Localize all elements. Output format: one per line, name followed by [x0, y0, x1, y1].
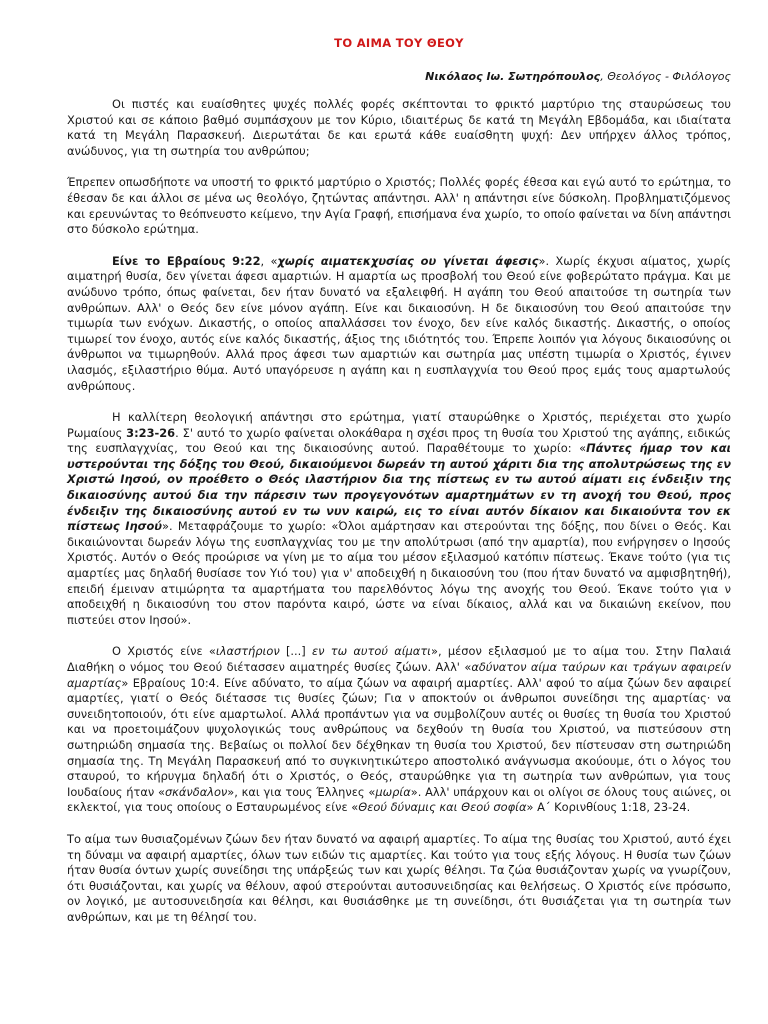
- scripture-reference: 3:23-26: [126, 425, 176, 440]
- scripture-quote: Θεού δύναμις και Θεού σοφία: [358, 800, 527, 815]
- scripture-quote: χωρίς αιματεκχυσίας ου γίνεται άφεσις: [277, 253, 539, 268]
- author-role: Θεολόγος - Φιλόλογος: [607, 70, 731, 83]
- scripture-quote: μωρία: [375, 784, 411, 799]
- document-title: ΤΟ ΑΙΜΑ ΤΟΥ ΘΕΟΥ: [334, 36, 464, 50]
- paragraph-4: Η καλλίτερη θεολογική απάντησι στο ερώτημα, γιατί σταυρώθηκε ο Χριστός, περιέχεται στο χωρίο Ρωμαίους 3:23-26. Σ' αυτό το χωρίο φαίνεται ολοκάθαρα η σχέσι προς τη θυσία του Χριστού της αγάπης, ειδικώς της ευσπλαγχνίας, του Θεού και της δικαιοσύνης αυτού. Παραθέτουμε το χωρίο: «Πάντες ήμαρ τον και υστερούνται της δόξης του Θεού, δικαιούμενοι δωρεάν τη αυτού χάριτι δια της απολυτρώσεως της εν Χριστώ Ιησού, ον προέθετο ο Θεός ιλαστήριον δια της πίστεως εν τω αυτού αίματι εις ένδειξιν της δικαιοσύνης αυτού δια την πάρεσιν των προγεγονότων αμαρτημάτων εν τη ανοχή του Θεού, προς ένδειξιν της δικαιοσύνης αυτού εν τω νυν καιρώ, εις το είναι αυτόν δίκαιον και δικαιούντα τον εκ πίστεως Ιησού». Μεταφράζουμε το χωρίο: «Όλοι αμάρτησαν και στερούνται της δόξης, που δίνει ο Θεός. Και δικαιώνονται δωρεάν λόγω της ευσπλαγχνίας του με την απολύτρωσι (από την αμαρτία), που ενήργησεν ο Ιησούς Χριστός. Αυτόν ο Θεός προώρισε να γίνη με το αίμα του μέσον εξιλασμού κατόπιν πίστεως. Έκανε τούτο (για τις αμαρτίες μας δηλαδή θυσίασε τον Υιό του) για ν' αποδειχθή η δικαιοσύνη του (που ήταν δυνατό να αμφισβητηθή), επειδή έμειναν ατιμώρητα τα αμαρτήματα του παρελθόντος λόγω της ανοχής του Θεού. Έκανε τούτο για ν αποδειχθή η δικαιοσύνη του στον παρόντα καιρό, ώστε να είναι δίκαιος, αλλά και να δικαιώνη εκείνον, που πιστεύει στον Ιησού».: [67, 410, 731, 627]
- scripture-quote: εν τω αυτού αίματι: [311, 644, 432, 659]
- document-page: [67, 36, 731, 942]
- scripture-reference: Είνε το Εβραίους 9:22: [112, 253, 261, 268]
- paragraph-5: Ο Χριστός είνε «ιλαστήριον [...] εν τω αυτού αίματι», μέσον εξιλασμού με το αίμα του. Στην Παλαιά Διαθήκη ο νόμος του Θεού διέτασσεν αιματηρές θυσίες ζώων. Αλλ' «αδύνατον αίμα ταύρων και τράγων αφαιρείν αμαρτίας» Εβραίους 10:4. Είνε αδύνατο, το αίμα ζώων να αφαιρή αμαρτίες. Αλλ' αφού το αίμα ζώων δεν αφαιρεί αμαρτίες, γιατί ο Θεός διέτασσε τις θυσίες ζώων; Για ν αποκτούν οι άνθρωποι συνείδησι της αμαρτίας· να συνειδητοποιούν, ότι είνε αμαρτωλοί. Αλλά προπάντων για να συμβολίζουν αυτές οι θυσίες τη θυσία του Χριστού και να προετοιμάζουν ψυχολογικώς τους ανθρώπους να δεχθούν τη θυσία του Χριστού, να πιστεύσουν στη σωτηριώδη σημασία της. Βεβαίως οι πολλοί δεν δέχθηκαν τη θυσία του Χριστού, δεν πίστευσαν στη σωτηριώδη σημασία της. Τη Μεγάλη Παρασκευή από το συγκινητικώτερο αποστολικό ανάγνωσμα ακούουμε, ότι ο λόγος του σταυρού, το κήρυγμα δηλαδή ότι ο Χριστός, ο Θεός, σταυρώθηκε για τη σωτηρία των ανθρώπων, για τους Ιουδαίους ήταν «σκάνδαλον», και για τους Έλληνες «μωρία». Αλλ' υπάρχουν και οι ολίγοι σε όλους τους αιώνες, οι εκλεκτοί, για τους οποίους ο Εσταυρωμένος είνε «Θεού δύναμις και Θεού σοφία» Α΄ Κορινθίους 1:18, 23-24.: [67, 644, 732, 815]
- scripture-quote: Πάντες ήμαρ τον και υστερούνται της δόξης του Θεού, δικαιούμενοι δωρεάν τη αυτού χάριτι δια της απολυτρώσεως της εν Χριστώ Ιησού, ον προέθετο ο Θεός ιλαστήριον δια της πίστεως εν τω αυτού αίματι εις ένδειξιν της δικαιοσύνης αυτού δια την πάρεσιν των προγεγονότων αμαρτημάτων εν τη ανοχή του Θεού, προς ένδειξιν της δικαιοσύνης αυτού εν τω νυν καιρώ, εις το είναι αυτόν δίκαιον και δικαιούντα τον εκ πίστεως Ιησού: [67, 441, 731, 534]
- paragraph-1: Οι πιστές και ευαίσθητες ψυχές πολλές φορές σκέπτονται το φρικτό μαρτύριο της σταυρώσεως του Χριστού και σε κάποιο βαθμό συμπάσχουν με τον Κύριο, ιδιαιτέρως δε κατά τη Μεγάλη Εβδομάδα, και ιδιαίτατα κατά τη Μεγάλη Παρασκευή. Διερωτάται δε και ερωτά κάθε ευαίσθητη ψυχή: Δεν υπήρχεν άλλος τρόπος, ανώδυνος, για τη σωτηρία του ανθρώπου;: [67, 97, 731, 158]
- paragraph-2: Έπρεπεν οπωσδήποτε να υποστή το φρικτό μαρτύριο ο Χριστός; Πολλές φορές έθεσα και εγώ αυτό το ερώτημα, το έθεσαν δε και άλλοι σε μένα ως θεολόγο, ζητώντας απάντησι. Αλλ' η απάντησι είνε δύσκολη. Προβληματιζόμενος και ερευνώντας το θεόπνευστο κείμενο, την Αγία Γραφή, επισήμανα ένα χωρίο, το οποίο φαίνεται να δίνη απάντησι στο δύσκολο ερώτημα.: [67, 175, 731, 237]
- scripture-quote: αδύνατον αίμα ταύρων και τράγων αφαιρείν αμαρτίας: [67, 660, 731, 690]
- paragraph-6: Το αίμα των θυσιαζομένων ζώων δεν ήταν δυνατό να αφαιρή αμαρτίες. Το αίμα της θυσίας του Χριστού, αυτό έχει τη δύναμι να αφαιρή αμαρτίες, όλων των ειδών τις αμαρτίες. Και τούτο για τους εξής λόγους. Η θυσία των ζώων ήταν θυσία όντων χωρίς συνείδησι της υπάρξεώς των και χωρίς θέλησι. Τα ζώα θυσιάζονταν χωρίς να γνωρίζουν, ότι θυσιάζονται, και χωρίς να θέλουν, αφού στερούνται αυτοσυνειδησίας και θελήσεως. Ο Χριστός είνε πρόσωπο, ον λογικό, με αυτοσυνειδησία και θέλησι, και θυσιάσθηκε με τη συνείδησι, ότι θυσιάζεται για τη σωτηρία των ανθρώπων, και με τη θέλησί του.: [67, 831, 731, 924]
- scripture-quote: σκάνδαλον: [164, 784, 228, 799]
- author-name: Νικόλαος Ιω. Σωτηρόπουλος: [425, 70, 601, 83]
- scripture-quote: ιλαστήριον: [215, 644, 280, 659]
- paragraph-3: Είνε το Εβραίους 9:22, «χωρίς αιματεκχυσίας ου γίνεται άφεσις». Χωρίς έκχυσι αίματος, χωρίς αιματηρή θυσία, δεν γίνεται άφεσι αμαρτιών. Η αμαρτία ως προσβολή του Θεού είνε φοβερώτατο πράγμα. Και με ανώδυνο τρόπο, όπως φαίνεται, δεν ήταν δυνατό να εξαλειφθή. Η αγάπη του Θεού απαιτούσε τη σωτηρία των ανθρώπων. Αλλ' ο Θεός δεν είνε μόνον αγάπη. Είνε και δικαιοσύνη. Η δε δικαιοσύνη του Θεού απαιτούσε την τιμωρία των ενόχων. Δικαστής, ο οποίος απαλλάσσει τον ένοχο, δεν είνε καλός δικαστής. Δικαστής, ο οποίος τιμωρεί τον ένοχο, αυτός είνε καλός δικαστής, άξιος της ιδιότητός του. Έπρεπε λοιπόν για λόγους δικαιοσύνης οι άνθρωποι να τιμωρηθούν. Αλλά προς άφεσι των αμαρτιών και σωτηρία μας υπέστη τιμωρία ο Χριστός, έγινεν ιλασμός, εξιλαστήριο θύμα. Αυτό υπαγόρευσε η αγάπη και η ευσπλαγχνία του Θεού προς εμάς τους αμαρτωλούς ανθρώπους.: [67, 253, 731, 393]
- author-line: Νικόλαος Ιω. Σωτηρόπουλος, Θεολόγος - Φιλόλογος: [425, 70, 731, 83]
